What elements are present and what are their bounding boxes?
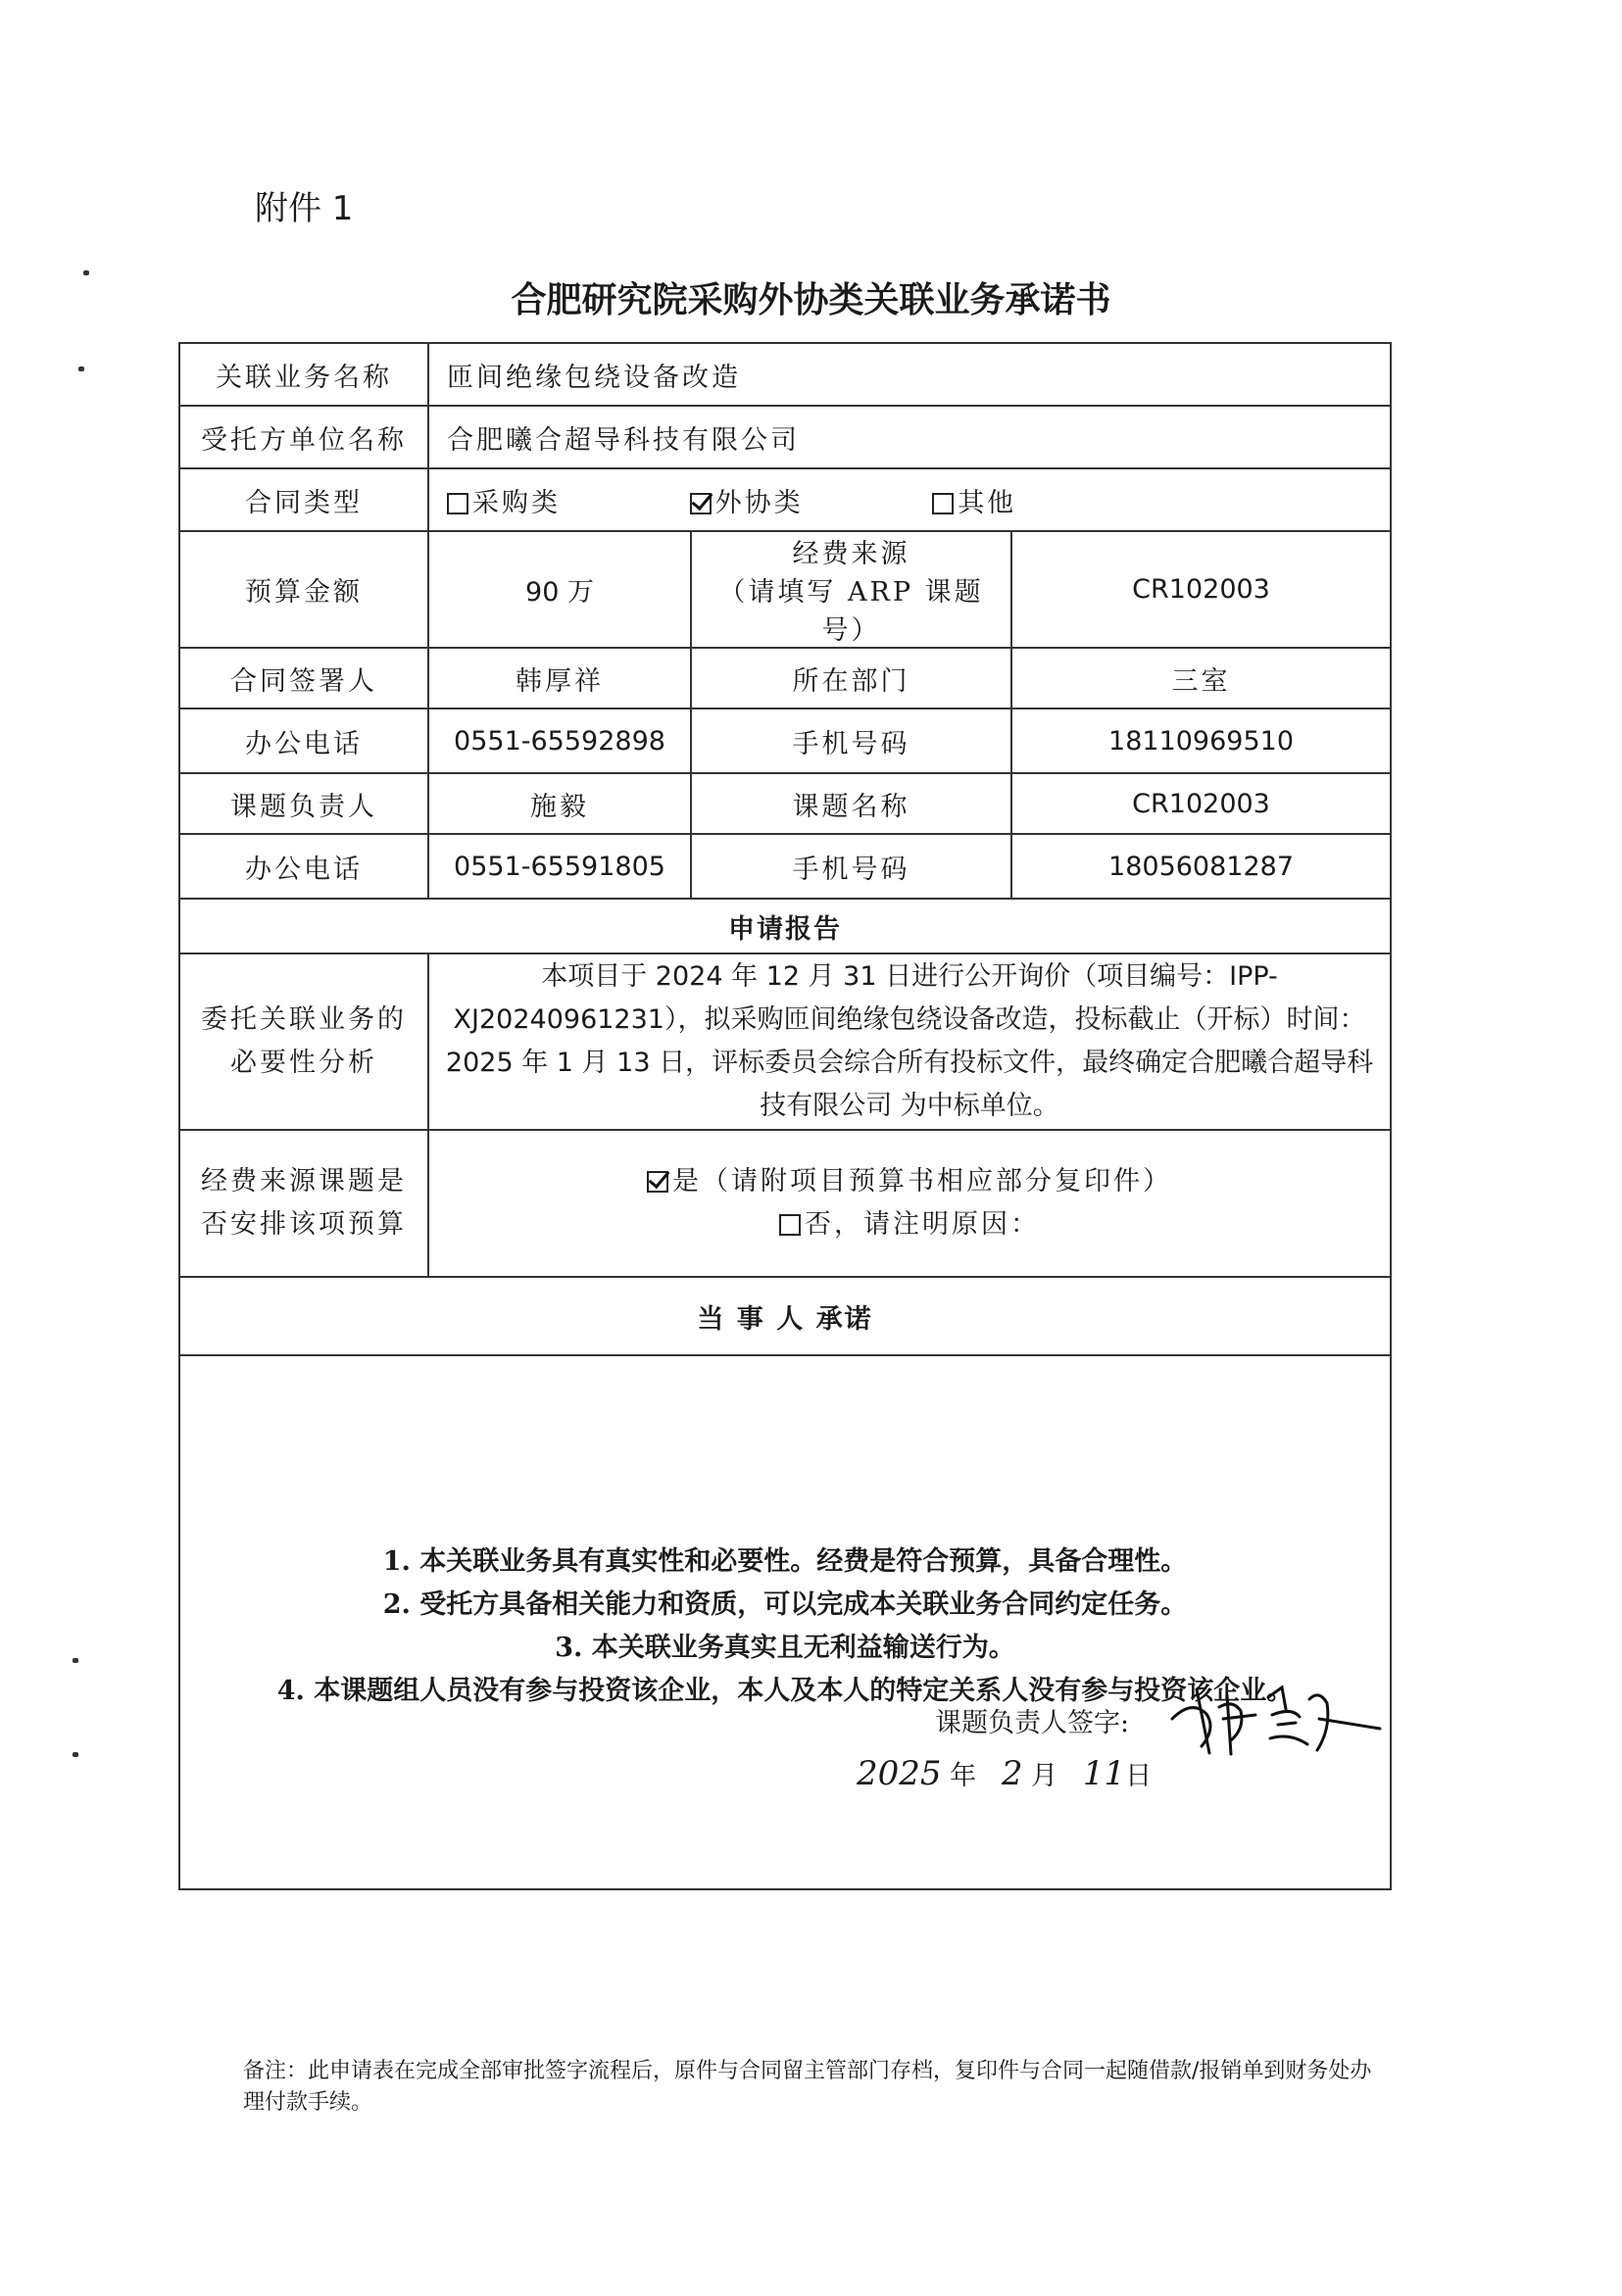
checkbox-outsourcing[interactable] <box>690 493 712 514</box>
contract-type-label: 合同类型 <box>179 468 428 531</box>
budget-question-label: 经费来源课题是否安排该项预算 <box>179 1130 428 1277</box>
leader-sign-label: 课题负责人签字: <box>935 1708 1130 1738</box>
project-name-label: 课题名称 <box>691 773 1011 834</box>
fund-source-label-line1: 经费来源 <box>792 539 910 569</box>
commitment-heading: 当 事 人 承诺 <box>179 1277 1391 1355</box>
budget-no-label: 否，请注明原因： <box>805 1209 1041 1240</box>
scan-speck <box>73 1658 78 1663</box>
budget-no-option[interactable] <box>435 1203 1384 1246</box>
leader-mobile: 18056081287 <box>1011 834 1391 899</box>
scan-speck <box>73 1752 78 1757</box>
project-leader-value: 施毅 <box>428 773 691 834</box>
option-purchase[interactable] <box>447 481 561 519</box>
commitment-item-2: 2. 受托方具备相关能力和资质，可以完成本关联业务合同约定任务。 <box>382 1588 1188 1620</box>
budget-label: 预算金额 <box>179 531 428 648</box>
option-outsourcing[interactable] <box>690 481 804 519</box>
checkbox-budget-no[interactable] <box>779 1214 801 1236</box>
signer-mobile-label: 手机号码 <box>691 708 1011 773</box>
leader-office-phone-label: 办公电话 <box>179 834 428 899</box>
option-outsourcing-label: 外协类 <box>714 487 804 518</box>
leader-office-phone: 0551-65591805 <box>428 834 691 899</box>
contract-type-options <box>428 468 1391 531</box>
date-year: 2025 <box>857 1754 942 1793</box>
necessity-text: 本项目于 2024 年 12 月 31 日进行公开询价（项目编号：IPP-XJ20240961231），拟采购匝间绝缘包绕设备改造，投标截止（开标）时间：2025 年 1 月 13 日，评标委员会综合所有投标文件，最终确定合肥曦合超导科技有限公司 为中标单位。 <box>428 953 1391 1130</box>
fund-source-label-line2: （请填写 ARP 课题号） <box>718 577 984 646</box>
checkbox-purchase[interactable] <box>447 493 468 514</box>
handwritten-signature <box>1162 1660 1388 1768</box>
commitment-item-3: 3. 本关联业务真实且无利益输送行为。 <box>555 1632 1015 1663</box>
budget-answer <box>428 1130 1391 1277</box>
option-purchase-label: 采购类 <box>472 487 561 518</box>
budget-yes-label: 是（请附项目预算书相应部分复印件） <box>672 1166 1173 1197</box>
option-other[interactable] <box>932 481 1016 519</box>
sign-date <box>857 1754 1152 1793</box>
project-leader-label: 课题负责人 <box>179 773 428 834</box>
business-name-value: 匝间绝缘包绕设备改造 <box>428 343 1391 406</box>
date-year-unit: 年 <box>950 1761 977 1791</box>
business-name-label: 关联业务名称 <box>179 343 428 406</box>
checkbox-budget-yes[interactable] <box>647 1171 668 1193</box>
commitment-item-1: 1. 本关联业务具有真实性和必要性。经费是符合预算，具备合理性。 <box>382 1545 1188 1577</box>
footnote: 备注：此申请表在完成全部审批签字流程后，原件与合同留主管部门存档，复印件与合同一起随借款/报销单到财务处办理付款手续。 <box>243 2059 1372 2115</box>
signer-office-phone: 0551-65592898 <box>428 708 691 773</box>
scan-speck <box>78 366 84 371</box>
signer-office-phone-label: 办公电话 <box>179 708 428 773</box>
department-value: 三室 <box>1011 648 1391 708</box>
checkbox-other[interactable] <box>932 493 954 514</box>
entrusted-unit-value: 合肥曦合超导科技有限公司 <box>428 406 1391 468</box>
date-day: 11 <box>1082 1754 1126 1793</box>
leader-mobile-label: 手机号码 <box>691 834 1011 899</box>
option-other-label: 其他 <box>958 487 1017 518</box>
entrusted-unit-label: 受托方单位名称 <box>179 406 428 468</box>
budget-value: 90 万 <box>428 531 691 648</box>
attachment-label: 附件 1 <box>255 189 354 228</box>
department-label: 所在部门 <box>691 648 1011 708</box>
project-name-value: CR102003 <box>1011 773 1391 834</box>
commitment-item-4: 4. 本课题组人员没有参与投资该企业，本人及本人的特定关系人没有参与投资该企业。 <box>276 1675 1294 1706</box>
commitment-form <box>178 342 1392 1890</box>
budget-yes-option[interactable] <box>435 1160 1384 1203</box>
necessity-label: 委托关联业务的必要性分析 <box>179 953 428 1130</box>
signer-label: 合同签署人 <box>179 648 428 708</box>
commitment-body <box>179 1355 1391 1889</box>
date-month: 2 <box>1001 1754 1023 1793</box>
report-heading: 申请报告 <box>179 899 1391 953</box>
signer-value: 韩厚祥 <box>428 648 691 708</box>
document-title: 合肥研究院采购外协类关联业务承诺书 <box>511 280 1111 320</box>
scan-speck <box>83 270 89 275</box>
date-month-unit: 月 <box>1031 1761 1058 1791</box>
date-day-unit: 日 <box>1125 1761 1153 1791</box>
fund-source-label <box>691 531 1011 648</box>
signer-mobile: 18110969510 <box>1011 708 1391 773</box>
fund-source-value: CR102003 <box>1011 531 1391 648</box>
